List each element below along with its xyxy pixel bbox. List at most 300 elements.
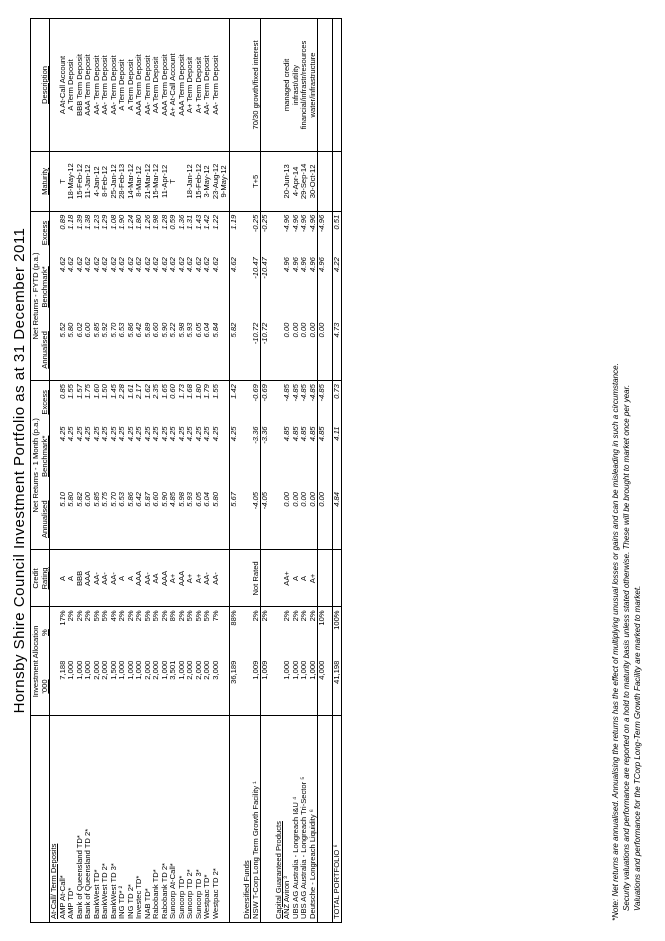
table-row bbox=[118, 19, 127, 923]
fytd-annualised: 0.00 bbox=[300, 320, 309, 381]
description: AA- Term Deposit bbox=[203, 19, 212, 152]
section-heading bbox=[50, 19, 59, 923]
amount: 1,000 bbox=[135, 658, 144, 716]
month-annualised: 6.05 bbox=[195, 489, 204, 550]
amount: 41,198 bbox=[332, 658, 342, 716]
amount: 1,000 bbox=[76, 658, 85, 716]
investment-name: UBS AG Australia - Longreach I&U ⁴ bbox=[290, 796, 300, 919]
description: AAA Term Deposit bbox=[84, 19, 93, 152]
investment-name: Suncorp TD* bbox=[176, 875, 186, 919]
month-annualised: 6.42 bbox=[135, 489, 144, 550]
fytd-excess: 1.38 bbox=[83, 214, 92, 230]
month-benchmark: 4.25 bbox=[210, 426, 220, 442]
fytd-annualised: 5.90 bbox=[161, 320, 170, 381]
month-annualised: -4.05 bbox=[252, 489, 261, 550]
amount: 4,000 bbox=[318, 658, 327, 716]
section-title: At-Call/ Term Deposits bbox=[49, 843, 58, 919]
month-excess: 1.45 bbox=[108, 384, 118, 399]
fytd-excess: -4.96 bbox=[318, 211, 327, 254]
header-net-1m: Net Returns - 1 Month (p.a.) bbox=[31, 381, 41, 550]
month-benchmark: 4.85 bbox=[282, 426, 291, 442]
maturity: 15-Feb-12 bbox=[76, 151, 85, 211]
amount: 7,188 bbox=[59, 658, 68, 716]
credit-rating: AAA bbox=[178, 550, 187, 607]
month-benchmark: 4.25 bbox=[57, 426, 67, 442]
fytd-benchmark: 4.62 bbox=[100, 257, 109, 272]
month-annualised: 6.04 bbox=[203, 489, 212, 550]
grand-total-row bbox=[332, 19, 342, 923]
fytd-benchmark: 4.96 bbox=[290, 257, 300, 272]
section-heading bbox=[275, 19, 284, 923]
fytd-benchmark: 4.62 bbox=[74, 257, 84, 272]
description: AA- Term Deposit bbox=[144, 19, 153, 152]
credit-rating: A bbox=[127, 550, 136, 607]
fytd-annualised: 6.00 bbox=[84, 320, 93, 381]
table-row bbox=[135, 19, 144, 923]
fytd-benchmark: 4.62 bbox=[125, 257, 135, 272]
allocation-pct: 5% bbox=[151, 610, 160, 622]
investment-name: NAB TD* bbox=[142, 888, 152, 919]
fytd-benchmark: 4.96 bbox=[299, 257, 308, 272]
month-excess: 1.79 bbox=[202, 384, 211, 399]
credit-rating: AA- bbox=[110, 550, 119, 607]
month-annualised: 5.98 bbox=[178, 489, 187, 550]
table-row bbox=[152, 19, 161, 923]
allocation-pct: 2% bbox=[66, 610, 75, 622]
header-maturity: Maturity bbox=[40, 151, 50, 211]
allocation-pct: 5% bbox=[193, 610, 203, 622]
month-excess: 1.60 bbox=[91, 384, 101, 399]
investment-name: AMP At-Call* bbox=[57, 875, 67, 919]
table-row bbox=[283, 19, 292, 923]
amount: 2,000 bbox=[203, 658, 212, 716]
month-excess: 1.62 bbox=[142, 384, 152, 399]
maturity: 4-Apr-14 bbox=[292, 151, 301, 211]
fytd-excess: -4.96 bbox=[290, 214, 300, 233]
credit-rating: A+ bbox=[186, 550, 195, 607]
description: AAA Term Deposit bbox=[135, 19, 144, 152]
description: AA- Term Deposit bbox=[110, 19, 119, 152]
maturity: 18-May-12 bbox=[67, 151, 76, 211]
header-m-annualised: Annualised bbox=[40, 489, 50, 550]
fytd-excess: 1.24 bbox=[125, 214, 135, 230]
table-row bbox=[195, 19, 204, 923]
rotated-report bbox=[10, 10, 655, 931]
month-benchmark: 4.85 bbox=[318, 423, 327, 489]
fytd-excess: 1.90 bbox=[117, 214, 126, 230]
fytd-annualised: 5.85 bbox=[93, 320, 102, 381]
investment-name: ANZ Aviron ³ bbox=[282, 876, 291, 919]
month-excess: -4.85 bbox=[282, 384, 291, 402]
fytd-excess: -0.25 bbox=[261, 211, 270, 254]
table-row bbox=[76, 19, 85, 923]
month-excess: 1.55 bbox=[210, 384, 220, 399]
month-excess: 1.73 bbox=[176, 384, 186, 399]
table-row bbox=[220, 19, 229, 923]
month-annualised: 5.80 bbox=[67, 489, 76, 550]
amount: 1,000 bbox=[300, 658, 309, 716]
maturity: 18-Jan-12 bbox=[186, 151, 195, 211]
fytd-benchmark: 4.62 bbox=[117, 257, 126, 272]
maturity: 11-Jan-12 bbox=[84, 151, 93, 211]
fytd-annualised: 6.53 bbox=[118, 320, 127, 381]
allocation-pct: 2% bbox=[250, 610, 260, 622]
allocation-pct: 2% bbox=[83, 610, 92, 622]
month-annualised: 6.60 bbox=[152, 489, 161, 550]
header-credit: Credit bbox=[31, 550, 41, 607]
month-annualised: 0.00 bbox=[283, 489, 292, 550]
fytd-annualised: 6.04 bbox=[203, 320, 212, 381]
month-excess: -4.85 bbox=[307, 384, 317, 402]
month-benchmark: 4.85 bbox=[307, 426, 317, 442]
amount: 2,000 bbox=[186, 658, 195, 716]
investment-name: Suncorp At-Call* bbox=[168, 863, 177, 919]
month-annualised: 5.67 bbox=[229, 489, 238, 550]
month-excess: 1.65 bbox=[159, 384, 169, 399]
month-excess: -4.85 bbox=[318, 381, 327, 424]
fytd-excess: -4.96 bbox=[307, 214, 317, 233]
amount: 2,000 bbox=[195, 658, 204, 716]
description: financial/infrastr/resources bbox=[300, 19, 309, 152]
amount: 1,000 bbox=[292, 658, 301, 716]
amount: 1,000 bbox=[161, 658, 170, 716]
month-excess: 1.55 bbox=[66, 384, 75, 399]
table-row bbox=[67, 19, 76, 923]
allocation-pct: 2% bbox=[176, 610, 186, 622]
amount: 2,000 bbox=[152, 658, 161, 716]
credit-rating: AAA bbox=[84, 550, 93, 607]
header-f-excess: Excess bbox=[40, 211, 50, 254]
fytd-benchmark: 4.62 bbox=[91, 257, 101, 272]
month-annualised: 0.00 bbox=[309, 489, 318, 550]
table-row bbox=[169, 19, 178, 923]
fytd-benchmark: 4.62 bbox=[134, 257, 143, 272]
fytd-excess: 1.18 bbox=[66, 214, 75, 230]
allocation-pct: 2% bbox=[159, 610, 169, 622]
credit-rating: AA- bbox=[93, 550, 102, 607]
month-benchmark: 4.25 bbox=[100, 426, 109, 442]
report-title: Hornsby Shire Council Investment Portfolio as at 31 December 2011 bbox=[11, 227, 28, 714]
maturity: 28-Feb-13 bbox=[118, 151, 127, 211]
fytd-excess: 1.28 bbox=[159, 214, 169, 230]
month-benchmark: 4.25 bbox=[83, 426, 92, 442]
fytd-benchmark: 4.96 bbox=[318, 254, 327, 320]
fytd-annualised: 5.82 bbox=[229, 320, 238, 381]
investment-name: Deutsche - Longreach Liquidity ⁶ bbox=[307, 809, 317, 919]
credit-rating: AA- bbox=[203, 550, 212, 607]
month-excess: 1.50 bbox=[100, 384, 109, 399]
fytd-benchmark: 4.62 bbox=[159, 257, 169, 272]
table-row bbox=[127, 19, 136, 923]
description: BBB Term Deposit bbox=[76, 19, 85, 152]
allocation-pct: 5% bbox=[142, 610, 152, 622]
fytd-excess: 1.23 bbox=[91, 214, 101, 230]
month-annualised: 6.53 bbox=[118, 489, 127, 550]
credit-rating: A+ bbox=[309, 550, 318, 607]
table-row bbox=[203, 19, 212, 923]
description: AAA Term Deposit bbox=[178, 19, 187, 152]
header-m-benchmark: Benchmark* bbox=[40, 423, 50, 489]
month-excess: -4.85 bbox=[299, 384, 308, 402]
table-row bbox=[110, 19, 119, 923]
footnotes bbox=[610, 363, 643, 921]
month-benchmark: 4.25 bbox=[229, 423, 238, 489]
header-000: '000 bbox=[40, 658, 50, 716]
fytd-benchmark: 4.22 bbox=[332, 254, 342, 320]
description: infrast/utility bbox=[292, 19, 301, 152]
amount: 1,009 bbox=[252, 658, 261, 716]
month-annualised: 5.80 bbox=[212, 489, 221, 550]
investment-name: BankWest TD 3* bbox=[108, 863, 118, 919]
fytd-excess: 1.39 bbox=[74, 214, 84, 230]
allocation-pct: 100% bbox=[332, 607, 342, 658]
fytd-annualised: 6.05 bbox=[195, 320, 204, 381]
table-row bbox=[59, 19, 68, 923]
fytd-benchmark: 4.62 bbox=[168, 257, 177, 272]
allocation-pct: 5% bbox=[185, 610, 194, 622]
header-rating: Rating bbox=[40, 550, 50, 607]
description: A At-Call Account bbox=[59, 19, 68, 152]
allocation-pct: 2% bbox=[282, 610, 291, 622]
month-excess: 2.35 bbox=[151, 384, 160, 399]
fytd-benchmark: 4.62 bbox=[185, 257, 194, 272]
fytd-excess: 1.98 bbox=[151, 214, 160, 230]
month-benchmark: -3.36 bbox=[250, 426, 260, 444]
table-row bbox=[101, 19, 110, 923]
maturity: 20-Jun-13 bbox=[283, 151, 292, 211]
month-annualised: 5.93 bbox=[186, 489, 195, 550]
month-benchmark: 4.25 bbox=[176, 426, 186, 442]
maturity: 11-Apr-12 bbox=[161, 151, 170, 211]
description: A Term Deposit bbox=[118, 19, 127, 152]
month-annualised: 5.82 bbox=[76, 489, 85, 550]
table-row bbox=[309, 19, 318, 923]
month-benchmark: 4.25 bbox=[151, 426, 160, 442]
maturity: 25-Jan-12 bbox=[110, 151, 119, 211]
maturity: 8-Mar-12 bbox=[135, 151, 144, 211]
amount: 36,189 bbox=[229, 658, 238, 716]
fytd-excess: 0.51 bbox=[332, 211, 342, 254]
fytd-annualised: 5.89 bbox=[144, 320, 153, 381]
month-annualised: 5.70 bbox=[110, 489, 119, 550]
credit-rating: A bbox=[300, 550, 309, 607]
credit-rating: A bbox=[67, 550, 76, 607]
description: AA- Term Deposit bbox=[93, 19, 102, 152]
investment-name: Bank of Queensland TD 2* bbox=[83, 828, 92, 919]
description: water/infrastructure bbox=[309, 19, 318, 152]
fytd-excess: 0.59 bbox=[168, 214, 177, 230]
month-excess: 1.57 bbox=[74, 384, 84, 399]
investment-name: Rabobank TD* bbox=[151, 869, 160, 919]
credit-rating: AA+ bbox=[283, 550, 292, 607]
month-benchmark: 4.85 bbox=[290, 426, 300, 442]
month-annualised: 0.00 bbox=[292, 489, 301, 550]
amount: 1,000 bbox=[67, 658, 76, 716]
amount: 1,000 bbox=[84, 658, 93, 716]
table-row bbox=[186, 19, 195, 923]
maturity: 30-Oct-12 bbox=[309, 151, 318, 211]
fytd-excess: -4.96 bbox=[282, 214, 291, 233]
allocation-pct: 5% bbox=[91, 610, 101, 622]
month-annualised: 5.75 bbox=[101, 489, 110, 550]
maturity: 21-Mar-12 bbox=[144, 151, 153, 211]
fytd-annualised: 5.92 bbox=[101, 320, 110, 381]
allocation-pct: 2% bbox=[290, 610, 300, 622]
maturity: T+5 bbox=[252, 151, 261, 211]
footnote: *Note: Net returns are annualised. Annualising the returns has the effect of multiplying unusual losses or gains and can be misleading in such a circumstance. bbox=[611, 363, 620, 921]
credit-rating: A bbox=[118, 550, 127, 607]
header-description: Description bbox=[40, 19, 50, 152]
allocation-pct: 4% bbox=[108, 610, 118, 622]
investment-name: Investec TD* bbox=[134, 875, 143, 919]
maturity: 23-Aug-12 bbox=[212, 151, 221, 211]
month-excess: 2.17 bbox=[134, 384, 143, 399]
fytd-excess: -4.96 bbox=[299, 214, 308, 233]
amount: 1,000 bbox=[127, 658, 136, 716]
investment-name: Westpac TD 2* bbox=[210, 868, 220, 919]
fytd-annualised: -10.72 bbox=[252, 320, 261, 381]
amount: 3,000 bbox=[212, 658, 221, 716]
maturity: 9-May-12 bbox=[220, 151, 229, 211]
credit-rating: BBB bbox=[76, 550, 85, 607]
month-excess: 0.73 bbox=[332, 381, 342, 424]
credit-rating: AAA bbox=[135, 550, 144, 607]
section-title: Diversified Funds bbox=[242, 860, 251, 919]
month-excess: 1.42 bbox=[229, 381, 238, 424]
month-annualised: 5.90 bbox=[161, 489, 170, 550]
fytd-annualised: 6.02 bbox=[76, 320, 85, 381]
fytd-excess: 1.42 bbox=[202, 214, 211, 230]
allocation-pct: 88% bbox=[229, 607, 238, 658]
month-benchmark: 4.25 bbox=[193, 426, 203, 442]
allocation-pct: 2% bbox=[261, 607, 270, 658]
fytd-annualised: 0.00 bbox=[292, 320, 301, 381]
footnote: Valuations and performance for the TCorp Long-Term Growth Facility are marked to market. bbox=[633, 585, 642, 911]
allocation-pct: 5% bbox=[202, 610, 211, 622]
investment-name: Bank of Queensland TD* bbox=[74, 835, 84, 919]
fytd-benchmark: -10.47 bbox=[250, 257, 260, 279]
description: A Term Deposit bbox=[127, 19, 136, 152]
fytd-benchmark: 4.62 bbox=[66, 257, 75, 272]
fytd-benchmark: 4.62 bbox=[229, 254, 238, 320]
amount: 1,000 bbox=[283, 658, 292, 716]
table-row bbox=[93, 19, 102, 923]
allocation-pct: 2% bbox=[134, 610, 143, 622]
fytd-annualised: 5.80 bbox=[67, 320, 76, 381]
credit-rating: AAA bbox=[161, 550, 170, 607]
credit-rating: A bbox=[59, 550, 68, 607]
description: A+ At-Call Account bbox=[169, 19, 178, 152]
amount: 1,000 bbox=[309, 658, 318, 716]
table-row bbox=[252, 19, 261, 923]
table-row bbox=[300, 19, 309, 923]
table-row bbox=[212, 19, 221, 923]
header-net-fytd: Net Returns - FYTD (p.a.) bbox=[31, 211, 41, 380]
allocation-pct: 10% bbox=[318, 607, 327, 658]
month-benchmark: 4.25 bbox=[185, 426, 194, 442]
fytd-excess: 0.89 bbox=[57, 214, 67, 230]
month-benchmark: 4.25 bbox=[142, 426, 152, 442]
fytd-annualised: 6.60 bbox=[152, 320, 161, 381]
maturity: 15-Mar-12 bbox=[152, 151, 161, 211]
investment-name: Suncorp TD 2* bbox=[185, 869, 194, 919]
month-annualised: 5.87 bbox=[144, 489, 153, 550]
header-m-excess: Excess bbox=[40, 381, 50, 424]
table-row bbox=[144, 19, 153, 923]
month-benchmark: 4.25 bbox=[66, 426, 75, 442]
fytd-benchmark: 4.62 bbox=[151, 257, 160, 272]
investment-name: Westpac TD* bbox=[202, 874, 211, 919]
investment-name: ING TD* ² bbox=[117, 885, 126, 919]
description: AA- Term Deposit bbox=[212, 19, 221, 152]
section-total-row bbox=[229, 19, 238, 923]
maturity: 3-May-12 bbox=[203, 151, 212, 211]
month-annualised: 0.00 bbox=[300, 489, 309, 550]
fytd-benchmark: -10.47 bbox=[261, 254, 270, 320]
fytd-excess: -0.25 bbox=[250, 214, 260, 233]
description: A+ Term Deposit bbox=[186, 19, 195, 152]
month-excess: 2.28 bbox=[117, 384, 126, 399]
maturity: T bbox=[169, 151, 178, 211]
month-excess: -0.69 bbox=[261, 381, 270, 424]
header-pct: % bbox=[40, 607, 50, 658]
maturity: 14-Mar-12 bbox=[127, 151, 136, 211]
fytd-excess: 1.08 bbox=[108, 214, 118, 230]
credit-rating: AA bbox=[152, 550, 161, 607]
allocation-pct: 2% bbox=[299, 610, 308, 622]
allocation-pct: 8% bbox=[168, 610, 177, 622]
month-benchmark: 4.25 bbox=[159, 426, 169, 442]
section-title: Capital Guaranteed Products bbox=[273, 821, 283, 919]
fytd-excess: 1.26 bbox=[142, 214, 152, 230]
fytd-benchmark: 4.62 bbox=[57, 257, 67, 272]
investment-name: AMP TD* bbox=[66, 887, 75, 919]
description: managed credit bbox=[283, 19, 292, 152]
fytd-benchmark: 4.62 bbox=[108, 257, 118, 272]
credit-rating: A bbox=[292, 550, 301, 607]
investment-name: Suncorp TD 3* bbox=[193, 869, 203, 919]
month-excess: 1.80 bbox=[193, 384, 203, 399]
amount: 2,000 bbox=[101, 658, 110, 716]
description: AA Term Deposit bbox=[152, 19, 161, 152]
month-benchmark: 4.25 bbox=[117, 426, 126, 442]
month-excess: 1.68 bbox=[185, 384, 194, 399]
month-annualised: 5.85 bbox=[93, 489, 102, 550]
fytd-annualised: 4.73 bbox=[332, 320, 342, 381]
section-total-row bbox=[261, 19, 270, 923]
table-row bbox=[161, 19, 170, 923]
month-excess: 1.61 bbox=[125, 384, 135, 399]
maturity: 29-Sep-14 bbox=[300, 151, 309, 211]
month-excess: 1.75 bbox=[83, 384, 92, 399]
month-annualised: 5.86 bbox=[127, 489, 136, 550]
investment-name: NSW T-Corp Long Term Growth Facility ¹ bbox=[250, 781, 260, 919]
month-benchmark: 4.85 bbox=[299, 426, 308, 442]
allocation-pct: 5% bbox=[100, 610, 109, 622]
header-investment-allocation: Investment Allocation bbox=[31, 607, 41, 716]
amount: 1,500 bbox=[110, 658, 119, 716]
month-excess: -4.85 bbox=[290, 384, 300, 402]
month-benchmark: 4.25 bbox=[74, 426, 84, 442]
description: AA- Term Deposit bbox=[101, 19, 110, 152]
credit-rating: A+ bbox=[195, 550, 204, 607]
fytd-annualised: 5.93 bbox=[186, 320, 195, 381]
section-total-row bbox=[318, 19, 327, 923]
fytd-benchmark: 4.96 bbox=[307, 257, 317, 272]
fytd-annualised: 5.84 bbox=[212, 320, 221, 381]
credit-rating: AA- bbox=[144, 550, 153, 607]
fytd-benchmark: 4.62 bbox=[83, 257, 92, 272]
